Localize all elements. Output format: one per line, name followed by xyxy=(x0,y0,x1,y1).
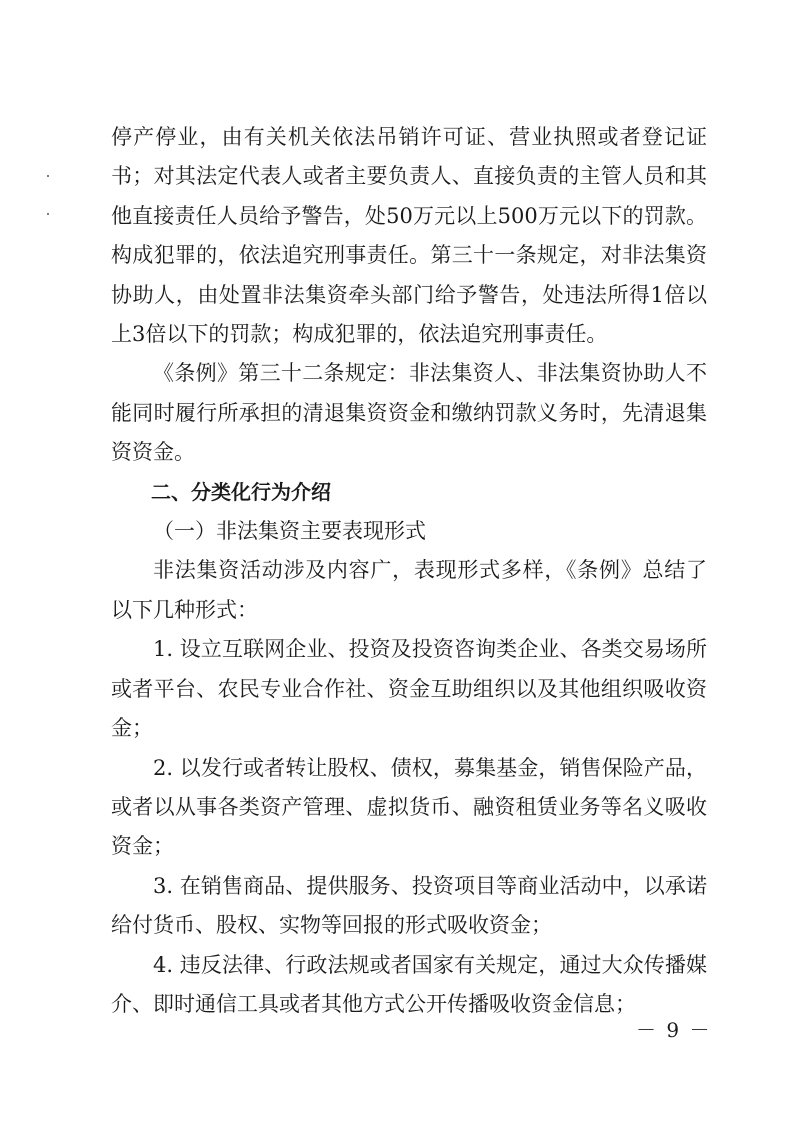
list-item-3: 3. 在销售商品、提供服务、投资项目等商业活动中，以承诺给付货币、股权、实物等回报的形式吸收资金； xyxy=(111,873,707,938)
margin-mark xyxy=(47,175,49,177)
margin-mark xyxy=(47,213,49,215)
list-item-1: 1. 设立互联网企业、投资及投资咨询类企业、各类交易场所或者平台、农民专业合作社、资金互助组织以及其他组织吸收资金； xyxy=(111,637,707,741)
section-heading: 二、分类化行为介绍 xyxy=(151,479,331,504)
paragraph-intro: 非法集资活动涉及内容广，表现形式多样，《条例》总结了以下几种形式： xyxy=(111,558,707,622)
page-number: － 9 － xyxy=(636,1018,712,1042)
list-item-4: 4. 违反法律、行政法规或者国家有关规定，通过大众传播媒介、即时通信工具或者其他方式公开传播吸收资金信息； xyxy=(111,952,707,1016)
list-item-2: 2. 以发行或者转让股权、债权，募集基金，销售保险产品，或者以从事各类资产管理、虚拟货币、融资租赁业务等名义吸收资金； xyxy=(111,755,707,859)
paragraph-article-32: 《条例》第三十二条规定：非法集资人、非法集资协助人不能同时履行所承担的清退集资资金和缴纳罚款义务时，先清退集资资金。 xyxy=(111,361,707,465)
subsection-heading: （一）非法集资主要表现形式 xyxy=(153,519,426,544)
paragraph-penalty-continuation: 停产停业，由有关机关依法吊销许可证、营业执照或者登记证书；对其法定代表人或者主要负责人、直接负责的主管人员和其他直接责任人员给予警告，处50万元以上500万元以下的罚款。构成犯罪的，依法追究刑事责任。第三十一条规定，对非法集资协助人，由处置非法集资牵头部门给予警告，处违法所得1倍以上3倍以下的罚款；构成犯罪的，依法追究刑事责任。 xyxy=(111,125,707,347)
document-body xyxy=(111,118,707,1024)
